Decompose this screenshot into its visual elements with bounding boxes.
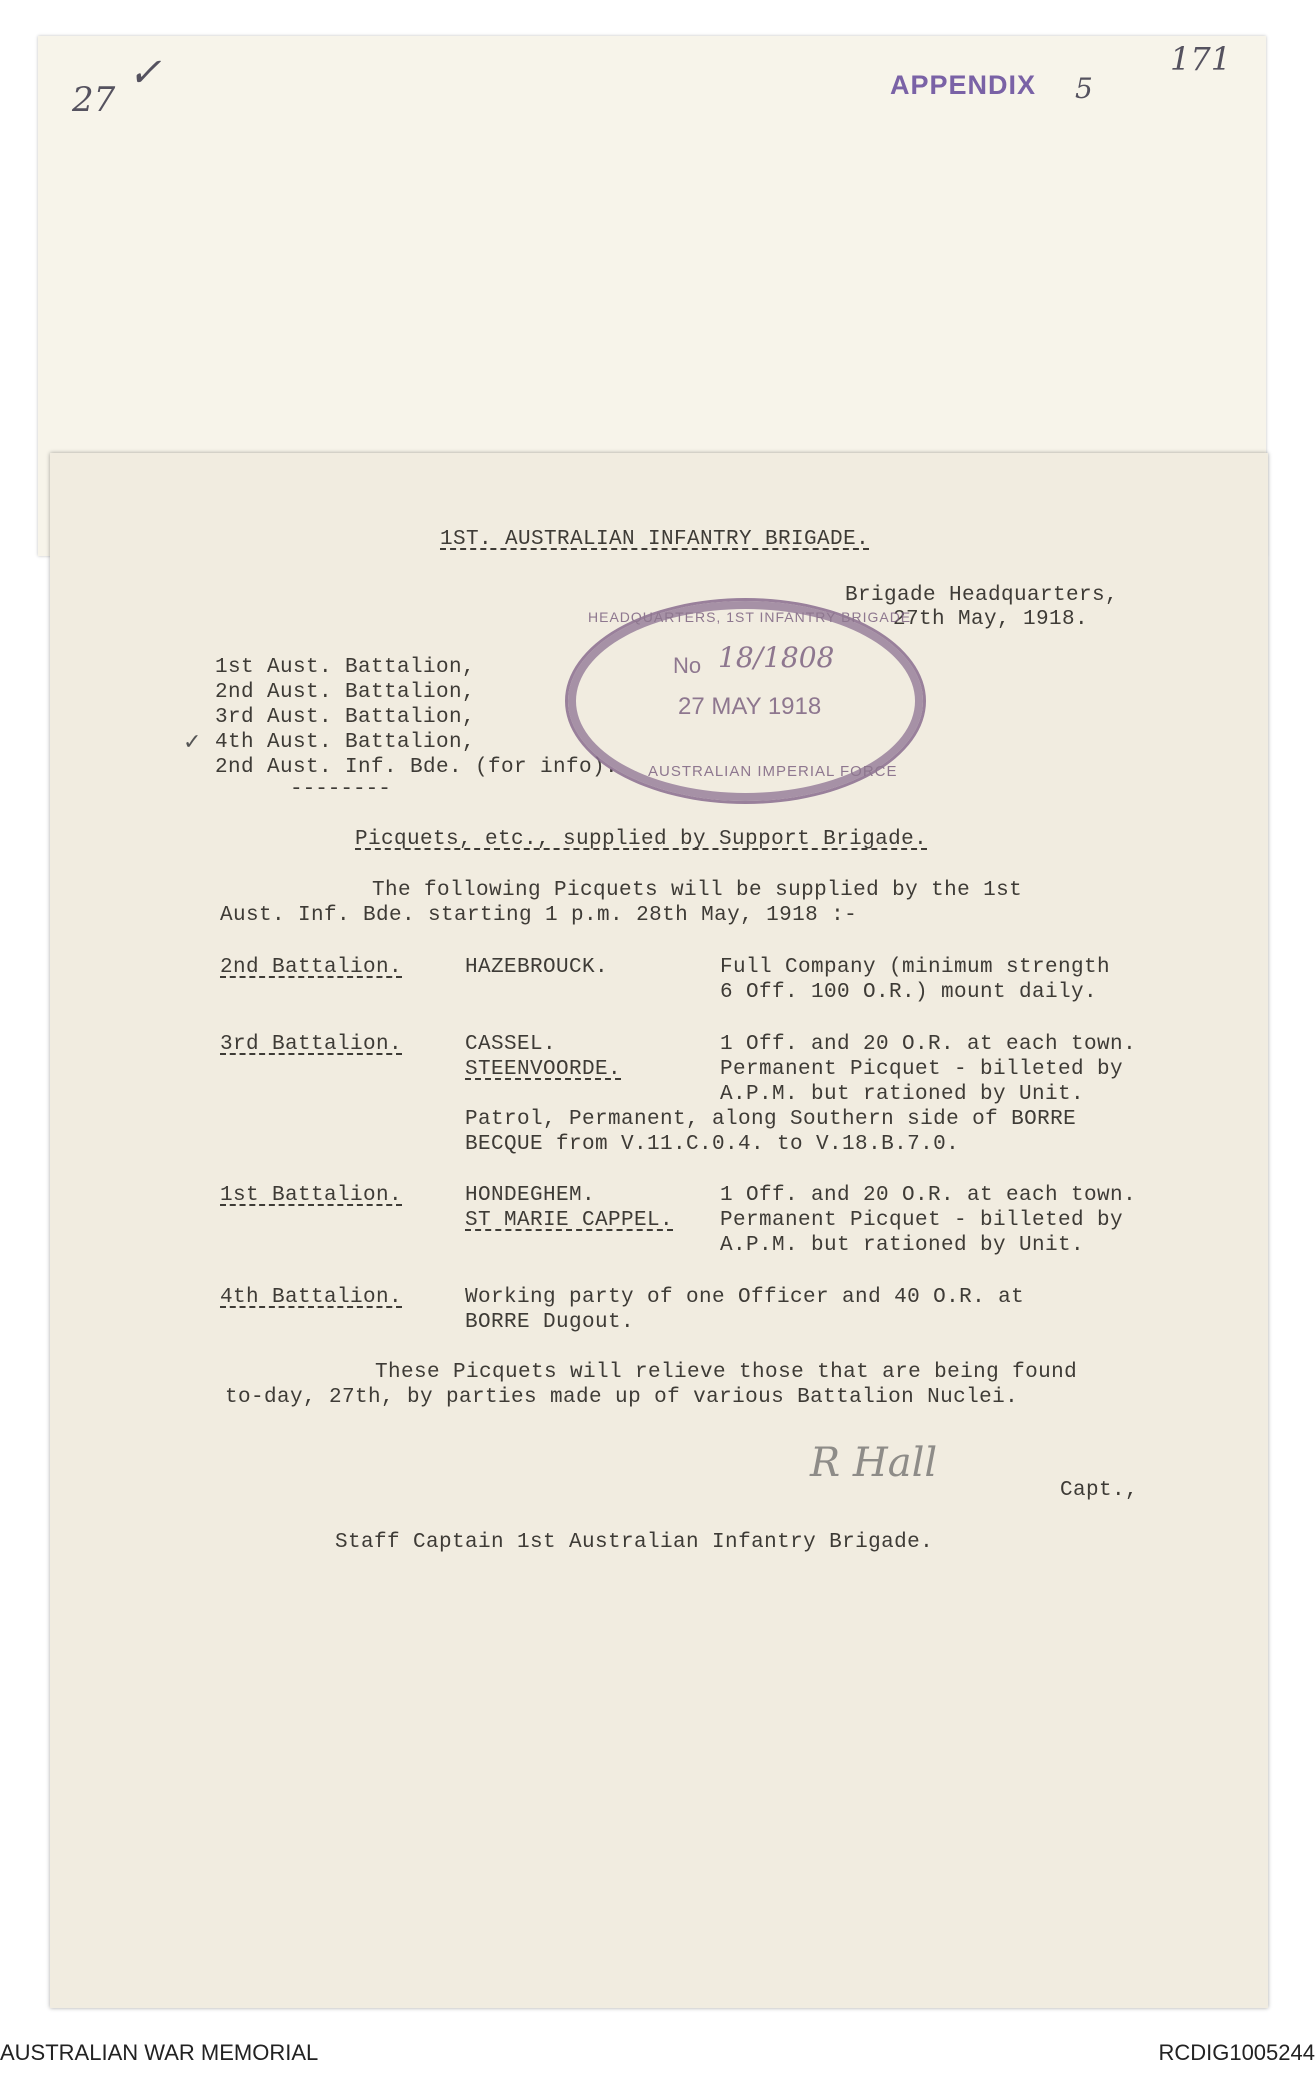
- rank: Capt.,: [1060, 1479, 1139, 1502]
- appendix-label: APPENDIX: [890, 70, 1037, 100]
- addressee: 2nd Aust. Inf. Bde. (for info).: [215, 756, 619, 779]
- place-name: ST MARIE CAPPEL.: [465, 1209, 674, 1232]
- stamp-arc-bottom: AUSTRALIAN IMPERIAL FORCE: [648, 763, 898, 780]
- unit-label: 2nd Battalion.: [220, 956, 403, 979]
- place-name: STEENVOORDE.: [465, 1058, 622, 1081]
- letter-heading: 1ST. AUSTRALIAN INFANTRY BRIGADE.: [440, 528, 870, 551]
- duty-line: Full Company (minimum strength: [720, 956, 1111, 979]
- footer-id: RCDIG1005244: [1158, 2040, 1315, 2065]
- duty-line: A.P.M. but rationed by Unit.: [720, 1234, 1085, 1257]
- stamp-arc-top: HEADQUARTERS, 1ST INFANTRY BRIGADE: [588, 609, 912, 625]
- duty-line: 6 Off. 100 O.R.) mount daily.: [720, 981, 1098, 1004]
- addressee: 2nd Aust. Battalion,: [215, 681, 476, 704]
- duty-line: Permanent Picquet - billeted by: [720, 1209, 1124, 1232]
- subject-line: Picquets, etc., supplied by Support Brigade.: [355, 828, 928, 851]
- duty-line: 1 Off. and 20 O.R. at each town.: [720, 1184, 1137, 1207]
- patrol-line: Patrol, Permanent, along Southern side of BORRE: [465, 1108, 1077, 1131]
- signature: R Hall: [810, 1440, 938, 1486]
- folio-left: 27: [72, 80, 116, 120]
- appendix-number: 5: [1075, 72, 1093, 105]
- place-name: HONDEGHEM.: [465, 1184, 596, 1207]
- intro-line-1: The following Picquets will be supplied by the 1st: [372, 879, 1023, 902]
- closing-line-2: to-day, 27th, by parties made up of various Battalion Nuclei.: [225, 1386, 1019, 1409]
- duty-line: Working party of one Officer and 40 O.R. at: [465, 1286, 1025, 1309]
- place-name: HAZEBROUCK.: [465, 956, 609, 979]
- closing-line-1: These Picquets will relieve those that are being found: [375, 1361, 1078, 1384]
- hq-line-2: 27th May, 1918.: [893, 608, 1089, 631]
- hq-line-1: Brigade Headquarters,: [845, 584, 1119, 607]
- stamp-no-label: No: [673, 653, 702, 678]
- addressee: 4th Aust. Battalion,: [215, 731, 476, 754]
- unit-label: 3rd Battalion.: [220, 1033, 403, 1056]
- stamp-number: 18/1808: [718, 641, 835, 674]
- patrol-line: BECQUE from V.11.C.0.4. to V.18.B.7.0.: [465, 1133, 960, 1156]
- place-name: CASSEL.: [465, 1033, 557, 1056]
- registry-stamp: [565, 598, 926, 804]
- unit-label: 1st Battalion.: [220, 1184, 403, 1207]
- footer-credit: AUSTRALIAN WAR MEMORIAL: [0, 2040, 319, 2065]
- tick-icon: ✓: [183, 730, 202, 755]
- intro-line-2: Aust. Inf. Bde. starting 1 p.m. 28th May, 1918 :-: [220, 904, 858, 927]
- stamp-date: 27 MAY 1918: [678, 693, 822, 720]
- addressee: 1st Aust. Battalion,: [215, 656, 476, 679]
- signatory-title: Staff Captain 1st Australian Infantry Brigade.: [335, 1531, 934, 1554]
- duty-line: 1 Off. and 20 O.R. at each town.: [720, 1033, 1137, 1056]
- addressee: 3rd Aust. Battalion,: [215, 706, 476, 729]
- separator: --------: [290, 778, 391, 801]
- duty-line: BORRE Dugout.: [465, 1311, 635, 1334]
- duty-line: Permanent Picquet - billeted by: [720, 1058, 1124, 1081]
- unit-label: 4th Battalion.: [220, 1286, 403, 1309]
- duty-line: A.P.M. but rationed by Unit.: [720, 1083, 1085, 1106]
- folio-right: 171: [1170, 40, 1232, 78]
- check-mark-icon: ✓: [128, 50, 162, 96]
